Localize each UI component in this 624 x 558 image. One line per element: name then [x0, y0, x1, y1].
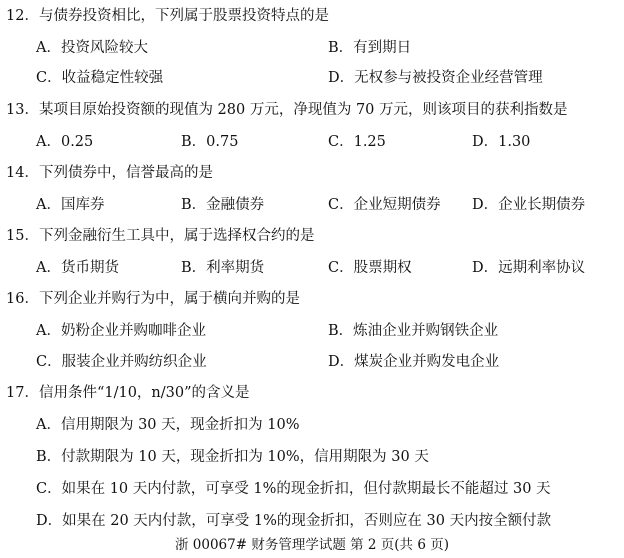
question-number: 16．: [6, 291, 39, 307]
question-text: 与债券投资相比，下列属于股票投资特点的是: [38, 8, 329, 24]
question-number: 15．: [6, 228, 39, 244]
question-12-option-c: C．收益稳定性较强: [36, 70, 164, 86]
question-15-option-c: C．股票期权: [328, 260, 412, 276]
question-text: 某项目原始投资额的现值为 280 万元，净现值为 70 万元，则该项目的获利指数是: [38, 102, 568, 118]
question-17-stem: [6, 383, 250, 403]
question-14-stem: [6, 163, 213, 183]
question-12-option-b: B．有到期日: [328, 40, 412, 56]
question-15-stem: [6, 226, 314, 246]
question-15-option-b: B．利率期货: [181, 260, 265, 276]
question-text: 下列金融衍生工具中，属于选择权合约的是: [38, 228, 315, 244]
question-13-option-c: C．1.25: [328, 134, 386, 150]
question-17-option-d: D．如果在 20 天内付款，可享受 1%的现金折扣，否则应在 30 天内按全额付款: [36, 513, 552, 529]
question-12-option-a: A．投资风险较大: [36, 40, 148, 56]
question-16-option-a: A．奶粉企业并购咖啡企业: [36, 323, 206, 339]
question-13-option-b: B．0.75: [181, 134, 239, 150]
question-number: 17．: [6, 385, 39, 401]
question-13-stem: [6, 100, 568, 120]
question-17-option-a: A．信用期限为 30 天，现金折扣为 10%: [36, 417, 300, 433]
question-number: 12．: [6, 8, 39, 24]
question-12-stem: [6, 6, 329, 26]
question-12-option-d: D．无权参与被投资企业经营管理: [328, 70, 543, 86]
question-13-option-d: D．1.30: [472, 134, 531, 150]
question-15-option-a: A．货币期货: [36, 260, 119, 276]
question-15-option-d: D．远期利率协议: [472, 260, 586, 276]
question-16-stem: [6, 289, 300, 309]
question-text: 下列债券中，信誉最高的是: [38, 165, 213, 181]
question-16-option-c: C．服装企业并购纺织企业: [36, 354, 207, 370]
question-number: 13．: [6, 102, 39, 118]
question-13-option-a: A．0.25: [36, 134, 94, 150]
question-text: 信用条件“1/10，n/30”的含义是: [38, 385, 250, 401]
question-17-option-b: B．付款期限为 10 天，现金折扣为 10%，信用期限为 30 天: [36, 449, 429, 465]
question-17-option-c: C．如果在 10 天内付款，可享受 1%的现金折扣，但付款期最长不能超过 30 天: [36, 481, 551, 497]
question-14-option-a: A．国库券: [36, 197, 105, 213]
page-footer: 浙 00067# 财务管理学试题 第 2 页(共 6 页): [174, 537, 449, 553]
question-14-option-d: D．企业长期债券: [472, 197, 586, 213]
question-16-option-d: D．煤炭企业并购发电企业: [328, 354, 500, 370]
question-14-option-c: C．企业短期债券: [328, 197, 441, 213]
question-text: 下列企业并购行为中，属于横向并购的是: [38, 291, 300, 307]
question-16-option-b: B．炼油企业并购钢铁企业: [328, 323, 499, 339]
question-14-option-b: B．金融债券: [181, 197, 265, 213]
question-number: 14．: [6, 165, 39, 181]
